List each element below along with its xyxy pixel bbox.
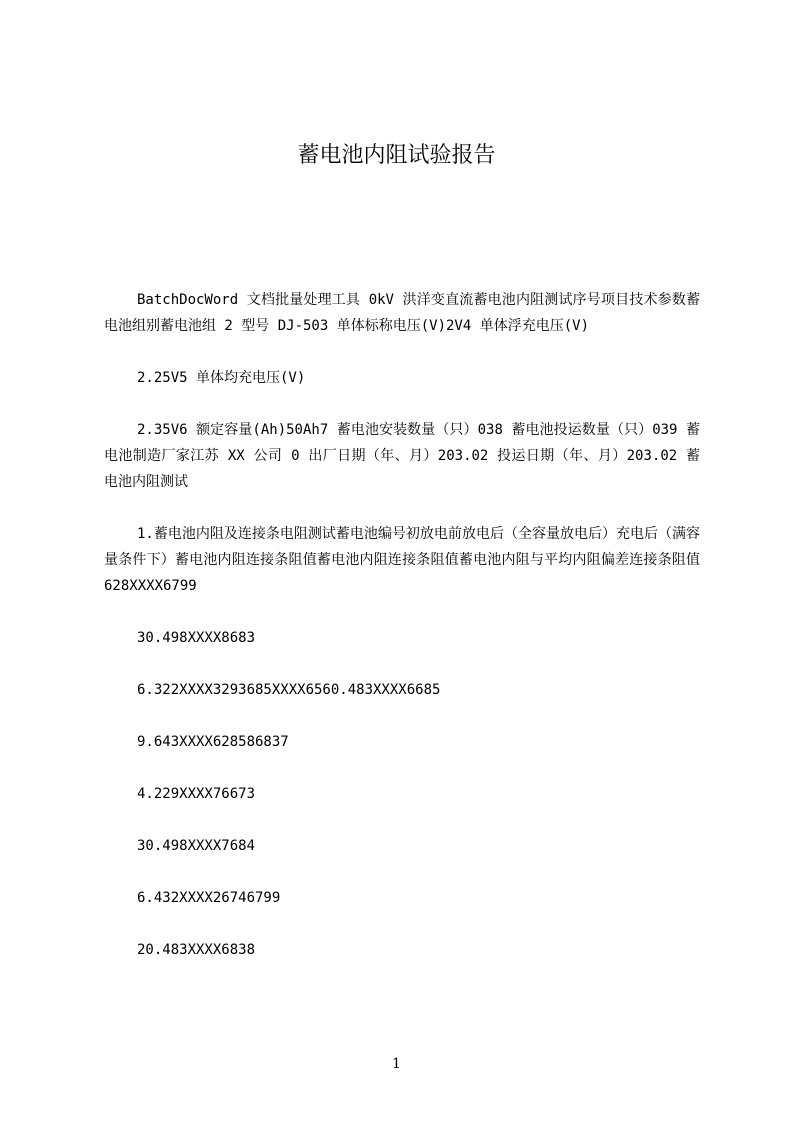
data-line: 9.643XXXX628586837 [137, 734, 289, 750]
paragraph-intro: BatchDocWord 文档批量处理工具 0kV 洪洋变直流蓄电池内阻测试序号项目技术参数蓄电池组别蓄电池组 2 型号 DJ-503 单体标称电压(V)2V4 单体浮充电压(V) [104, 292, 700, 334]
data-line: 20.483XXXX6838 [137, 942, 256, 958]
document-body [104, 287, 700, 989]
data-line: 6.322XXXX3293685XXXX6560.483XXXX6685 [137, 682, 441, 698]
paragraph-resistance-test: 1.蓄电池内阻及连接条电阻测试蓄电池编号初放电前放电后（全容量放电后）充电后（满容量条件下）蓄电池内阻连接条阻值蓄电池内阻连接条阻值蓄电池内阻与平均内阻偏差连接条阻值 628XXXX6799 [104, 526, 700, 594]
paragraph-battery-specs: 2.35V6 额定容量(Ah)50Ah7 蓄电池安装数量（只）038 蓄电池投运数量（只）039 蓄电池制造厂家江苏 XX 公司 0 出厂日期（年、月）203.02 投运日期（年、月）203.02 蓄电池内阻测试 [104, 422, 700, 490]
document-title: 蓄电池内阻试验报告 [297, 143, 496, 168]
data-line: 30.498XXXX7684 [137, 838, 256, 854]
page-number: 1 [392, 1056, 401, 1072]
paragraph-equalize-voltage: 2.25V5 单体均充电压(V) [137, 370, 306, 386]
data-line: 30.498XXXX8683 [137, 630, 256, 646]
data-line: 6.432XXXX26746799 [137, 890, 281, 906]
data-line: 4.229XXXX76673 [137, 786, 256, 802]
